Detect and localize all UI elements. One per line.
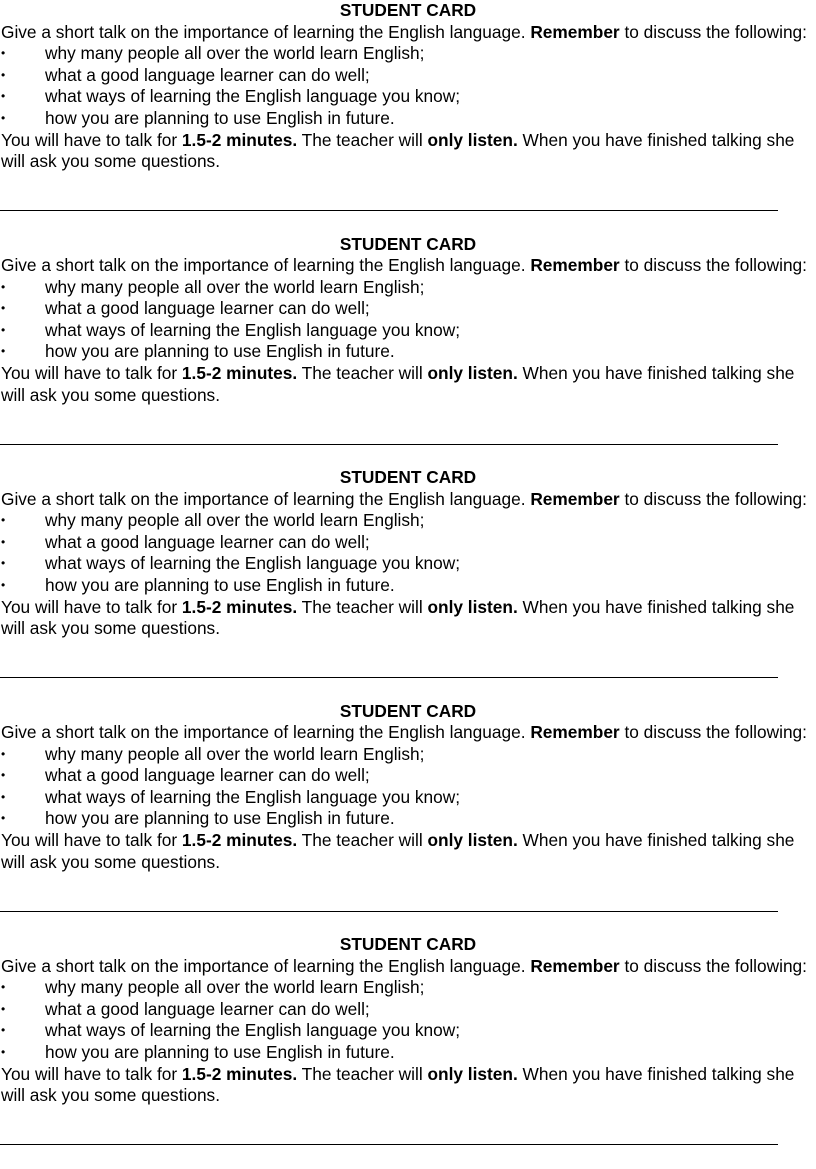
- outro-text-2: The teacher will: [297, 1063, 428, 1084]
- bullet-icon: •: [1, 1023, 6, 1038]
- duration-bold-text: 1.5-2 minutes.: [181, 596, 298, 617]
- bullet-icon: •: [1, 301, 6, 316]
- bullet-icon: •: [1, 344, 6, 359]
- card-time-note: [1, 363, 816, 406]
- discussion-point-text: why many people all over the world learn English;: [45, 743, 425, 764]
- outro-text-3: When you have finished talking she will ask you some questions.: [1, 363, 795, 405]
- card-instructions: [1, 22, 816, 44]
- listen-bold-text: only listen.: [427, 129, 518, 150]
- listen-bold-text: only listen.: [427, 363, 518, 384]
- intro-text: Give a short talk on the importance of learning the English language.: [1, 21, 531, 42]
- discussion-point-text: what a good language learner can do well;: [45, 998, 370, 1019]
- discussion-point: [1, 298, 816, 320]
- intro-text-end: to discuss the following:: [619, 722, 807, 743]
- outro-text-1: You will have to talk for: [1, 596, 182, 617]
- outro-text-3: When you have finished talking she will ask you some questions.: [1, 596, 795, 639]
- duration-bold-text: 1.5-2 minutes.: [181, 830, 298, 851]
- discussion-point: [1, 999, 816, 1021]
- intro-bold-text: Remember: [530, 722, 620, 743]
- intro-text: Give a short talk on the importance of learning the English language.: [1, 255, 531, 276]
- card-time-note: [1, 830, 816, 873]
- discussion-point: [1, 808, 816, 830]
- bullet-icon: •: [1, 279, 6, 294]
- discussion-points: [1, 977, 816, 1063]
- discussion-point-text: why many people all over the world learn English;: [45, 977, 425, 998]
- student-card: [0, 467, 816, 701]
- card-time-note: [1, 597, 816, 640]
- intro-bold-text: Remember: [530, 255, 620, 276]
- listen-bold-text: only listen.: [427, 830, 518, 851]
- outro-text-3: When you have finished talking she will ask you some questions.: [1, 1063, 795, 1106]
- intro-text: Give a short talk on the importance of learning the English language.: [1, 955, 531, 976]
- duration-bold-text: 1.5-2 minutes.: [181, 363, 298, 384]
- listen-bold-text: only listen.: [427, 596, 518, 617]
- bullet-icon: •: [1, 811, 6, 826]
- outro-text-2: The teacher will: [297, 596, 428, 617]
- discussion-point-text: how you are planning to use English in future.: [45, 107, 395, 128]
- bullet-icon: •: [1, 789, 6, 804]
- bullet-icon: •: [1, 1001, 6, 1016]
- intro-bold-text: Remember: [530, 488, 620, 509]
- duration-bold-text: 1.5-2 minutes.: [181, 129, 298, 150]
- card-title: STUDENT CARD: [339, 0, 477, 20]
- duration-bold-text: 1.5-2 minutes.: [181, 1063, 298, 1084]
- outro-text-1: You will have to talk for: [1, 363, 182, 384]
- bullet-icon: •: [1, 322, 6, 337]
- discussion-point: [1, 744, 816, 766]
- discussion-points: [1, 744, 816, 830]
- discussion-point-text: what ways of learning the English language you know;: [45, 786, 461, 807]
- discussion-point-text: what ways of learning the English language you know;: [45, 86, 461, 107]
- bullet-icon: •: [1, 46, 6, 61]
- bullet-icon: •: [1, 556, 6, 571]
- cut-line: [0, 911, 778, 912]
- bullet-icon: •: [1, 577, 6, 592]
- intro-text-end: to discuss the following:: [619, 955, 807, 976]
- discussion-point: [1, 575, 816, 597]
- discussion-point: [1, 532, 816, 554]
- outro-text-3: When you have finished talking she will ask you some questions.: [1, 830, 795, 872]
- intro-bold-text: Remember: [530, 21, 620, 42]
- card-instructions: [1, 255, 816, 277]
- intro-text-end: to discuss the following:: [619, 488, 807, 509]
- discussion-point-text: why many people all over the world learn English;: [45, 43, 425, 64]
- student-card: [0, 0, 816, 234]
- card-instructions: [1, 722, 816, 744]
- student-card: [0, 234, 816, 468]
- intro-text-end: to discuss the following:: [619, 255, 807, 276]
- discussion-points: [1, 43, 816, 129]
- discussion-point: [1, 1042, 816, 1064]
- discussion-points: [1, 277, 816, 363]
- card-time-note: [1, 130, 816, 173]
- discussion-point-text: what a good language learner can do well;: [45, 298, 370, 319]
- discussion-point: [1, 765, 816, 787]
- outro-text-2: The teacher will: [297, 830, 428, 851]
- discussion-point: [1, 341, 816, 363]
- cut-line: [0, 210, 778, 211]
- discussion-point: [1, 977, 816, 999]
- outro-text-1: You will have to talk for: [1, 830, 182, 851]
- outro-text-2: The teacher will: [297, 129, 428, 150]
- card-instructions: [1, 956, 816, 978]
- card-instructions: [1, 489, 816, 511]
- discussion-point-text: why many people all over the world learn English;: [45, 276, 425, 297]
- discussion-point-text: what a good language learner can do well;: [45, 765, 370, 786]
- student-card: [0, 701, 816, 935]
- bullet-icon: •: [1, 768, 6, 783]
- discussion-point: [1, 553, 816, 575]
- outro-text-3: When you have finished talking she will ask you some questions.: [1, 129, 795, 172]
- bullet-icon: •: [1, 513, 6, 528]
- intro-text: Give a short talk on the importance of learning the English language.: [1, 488, 531, 509]
- discussion-point-text: what ways of learning the English language you know;: [45, 319, 461, 340]
- bullet-icon: •: [1, 980, 6, 995]
- discussion-points: [1, 510, 816, 596]
- intro-text-end: to discuss the following:: [619, 21, 807, 42]
- card-title: STUDENT CARD: [339, 700, 477, 721]
- outro-text-2: The teacher will: [297, 363, 428, 384]
- listen-bold-text: only listen.: [427, 1063, 518, 1084]
- outro-text-1: You will have to talk for: [1, 1063, 182, 1084]
- intro-bold-text: Remember: [530, 955, 620, 976]
- discussion-point-text: how you are planning to use English in future.: [45, 341, 395, 362]
- card-time-note: [1, 1064, 816, 1107]
- discussion-point-text: why many people all over the world learn English;: [45, 510, 425, 531]
- cut-line: [0, 444, 778, 445]
- discussion-point-text: how you are planning to use English in future.: [45, 574, 395, 595]
- student-card: [0, 934, 816, 1168]
- discussion-point-text: how you are planning to use English in future.: [45, 808, 395, 829]
- discussion-point: [1, 65, 816, 87]
- cut-line: [0, 677, 778, 678]
- bullet-icon: •: [1, 534, 6, 549]
- discussion-point: [1, 787, 816, 809]
- bullet-icon: •: [1, 1044, 6, 1059]
- card-title: STUDENT CARD: [339, 934, 477, 954]
- bullet-icon: •: [1, 67, 6, 82]
- discussion-point: [1, 43, 816, 65]
- card-title: STUDENT CARD: [339, 467, 477, 487]
- discussion-point-text: how you are planning to use English in future.: [45, 1041, 395, 1062]
- discussion-point: [1, 108, 816, 130]
- discussion-point-text: what ways of learning the English language you know;: [45, 553, 461, 574]
- intro-text: Give a short talk on the importance of learning the English language.: [1, 722, 531, 743]
- discussion-point-text: what a good language learner can do well;: [45, 531, 370, 552]
- bullet-icon: •: [1, 110, 6, 125]
- bullet-icon: •: [1, 746, 6, 761]
- outro-text-1: You will have to talk for: [1, 129, 182, 150]
- discussion-point: [1, 277, 816, 299]
- card-title: STUDENT CARD: [339, 233, 477, 254]
- cut-line: [0, 1144, 778, 1145]
- discussion-point-text: what a good language learner can do well;: [45, 64, 370, 85]
- discussion-point: [1, 320, 816, 342]
- discussion-point: [1, 510, 816, 532]
- discussion-point: [1, 86, 816, 108]
- bullet-icon: •: [1, 89, 6, 104]
- discussion-point-text: what ways of learning the English language you know;: [45, 1020, 461, 1041]
- discussion-point: [1, 1020, 816, 1042]
